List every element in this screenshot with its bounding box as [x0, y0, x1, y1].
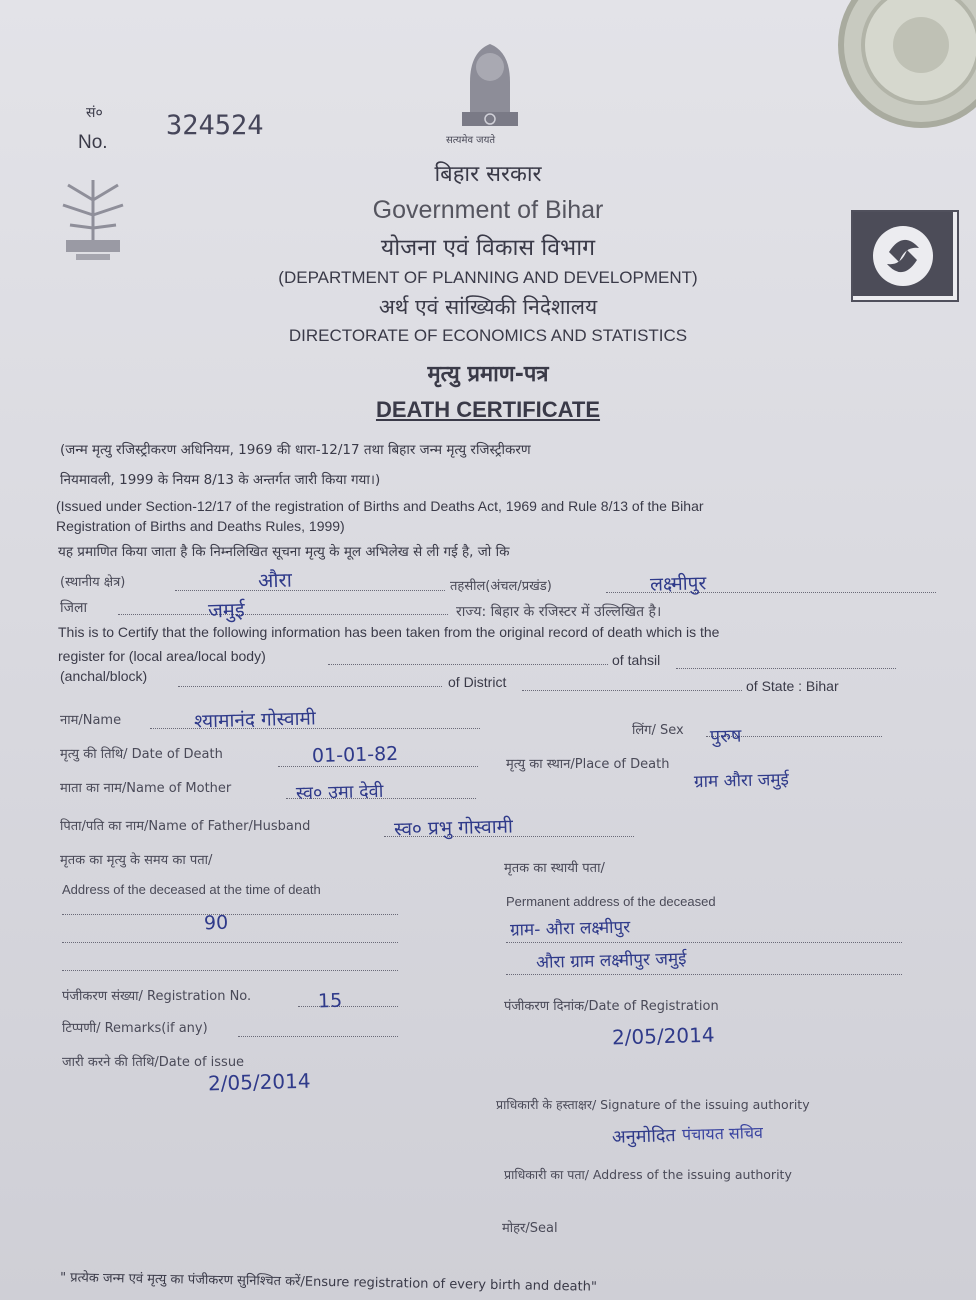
certify-hindi: यह प्रमाणित किया जाता है कि निम्नलिखित सूचना मृत्यु के मूल अभिलेख से ली गई है, जो कि [58, 544, 510, 560]
of-tahsil-label: of tahsil [612, 652, 661, 668]
local-body-line [328, 664, 608, 665]
embossed-seal-icon [826, 0, 976, 160]
addr-death-line2 [62, 942, 398, 943]
perm-addr-line1 [506, 942, 902, 943]
national-emblem [440, 22, 540, 146]
lion-capital-icon [440, 22, 540, 132]
address-at-death-english: Address of the deceased at the time of death [62, 882, 321, 897]
remarks-line [238, 1036, 398, 1037]
name-value: श्यामानंद गोस्वामी [193, 707, 317, 733]
department-english: (DEPARTMENT OF PLANNING AND DEVELOPMENT) [278, 268, 698, 287]
serial-prefix-english: No. [78, 132, 108, 153]
addr-death-line3 [62, 970, 398, 971]
address-at-death-value: 90 [203, 911, 229, 935]
signature-label: प्राधिकारी के हस्ताक्षर/ Signature of the issuing authority [496, 1097, 810, 1112]
father-name-value: स्व० प्रभु गोस्वामी [393, 815, 514, 841]
local-area-line [175, 590, 445, 591]
mother-name-label: माता का नाम/Name of Mother [60, 781, 232, 796]
of-state-label: of State : Bihar [746, 678, 839, 694]
dod-line [278, 766, 478, 767]
father-name-label: पिता/पति का नाम/Name of Father/Husband [60, 819, 311, 834]
permanent-address-line2: औरा ग्राम लक्ष्मीपुर जमुई [535, 949, 687, 973]
permanent-address-line1: ग्राम- औरा लक्ष्मीपुर [509, 917, 631, 941]
of-district-line [522, 690, 742, 691]
place-of-death-value: ग्राम औरा जमुई [693, 769, 790, 793]
intro-hindi-line1: (जन्म मृत्यु रजिस्ट्रीकरण अधिनियम, 1969 की धारा-12/17 तथा बिहार जन्म मृत्यु रजिस्ट्रीकरण [60, 442, 531, 458]
certificate-title-wrapper [0, 397, 976, 423]
district-line [118, 614, 448, 615]
directorate-hindi: अर्थ एवं सांख्यिकी निदेशालय [378, 295, 598, 319]
date-of-issue-value: 2/05/2014 [207, 1068, 311, 1096]
date-of-death-label: मृत्यु की तिथि/ Date of Death [60, 747, 223, 762]
intro-hindi-line2: नियमावली, 1999 के नियम 8/13 के अन्तर्गत जारी किया गया।) [60, 472, 381, 488]
serial-number: 324524 [166, 110, 264, 141]
sex-label: लिंग/ Sex [632, 723, 684, 738]
local-area-label: (स्थानीय क्षेत्र) [60, 575, 126, 590]
permanent-address-english: Permanent address of the deceased [506, 894, 716, 909]
certify-english-line2: register for (local area/local body) [58, 648, 266, 664]
date-of-issue-label: जारी करने की तिथि/Date of issue [62, 1055, 245, 1070]
directorate-english: DIRECTORATE OF ECONOMICS AND STATISTICS [288, 326, 688, 345]
certify-english-line1: This is to Certify that the following information has been taken from the original record of death which is the [58, 624, 720, 640]
authority-address-label: प्राधिकारी का पता/ Address of the issuing authority [504, 1167, 792, 1182]
signature-value: अनुमोदित [611, 1125, 676, 1148]
state-hindi-label: राज्य: बिहार के रजिस्टर में उल्लिखित है। [456, 604, 662, 620]
department-hindi: योजना एवं विकास विभाग [380, 235, 596, 261]
tehsil-value: लक्ष्मीपुर [649, 572, 707, 596]
seal-label: मोहर/Seal [502, 1221, 558, 1236]
name-label: नाम/Name [60, 713, 122, 728]
permanent-address-hindi: मृतक का स्थायी पता/ [504, 861, 605, 876]
registration-date-label: पंजीकरण दिनांक/Date of Registration [504, 999, 719, 1014]
of-district-label: of District [448, 674, 507, 690]
mother-name-value: स्व० उमा देवी [295, 780, 384, 805]
address-at-death-hindi: मृतक का मृत्यु के समय का पता/ [60, 853, 213, 868]
footer-note: " प्रत्येक जन्म एवं मृत्यु का पंजीकरण सुनिश्चित करें/Ensure registration of every birth and death" [59, 1270, 598, 1295]
serial-prefix-hindi: सं० [86, 105, 103, 121]
emblem-motto: सत्यमेव जयते [446, 135, 496, 146]
date-of-death-value: 01-01-82 [311, 742, 399, 768]
local-area-value: औरा [257, 567, 293, 593]
of-tahsil-line [676, 668, 896, 669]
registration-number-label: पंजीकरण संख्या/ Registration No. [62, 989, 252, 1004]
district-value: जमुई [207, 597, 245, 623]
anchal-block-label: (anchal/block) [60, 668, 148, 684]
anchal-line [178, 686, 442, 687]
registration-date-value: 2/05/2014 [611, 1022, 715, 1050]
sex-value: पुरुष [709, 725, 742, 748]
perm-addr-line2 [506, 974, 902, 975]
addr-death-line1 [62, 914, 398, 915]
certificate-title-english: DEATH CERTIFICATE [375, 397, 601, 422]
government-hindi: बिहार सरकार [434, 162, 542, 187]
intro-english-line1: (Issued under Section-12/17 of the registration of Births and Deaths Act, 1969 and Rule 8/13 of the Bihar [56, 498, 704, 514]
certificate-title-hindi: मृत्यु प्रमाण-पत्र [427, 362, 549, 387]
district-hindi-label: जिला [60, 600, 88, 616]
intro-english-line2: Registration of Births and Deaths Rules, 1999) [56, 518, 345, 534]
remarks-label: टिप्पणी/ Remarks(if any) [62, 1021, 208, 1036]
registration-number-value: 15 [317, 989, 343, 1013]
stamp-text: पंचायत सचिव [681, 1122, 764, 1145]
regno-line [298, 1006, 398, 1007]
government-english: Government of Bihar [372, 196, 604, 224]
tehsil-label: तहसील(अंचल/प्रखंड) [450, 579, 552, 594]
place-of-death-label: मृत्यु का स्थान/Place of Death [506, 757, 670, 772]
